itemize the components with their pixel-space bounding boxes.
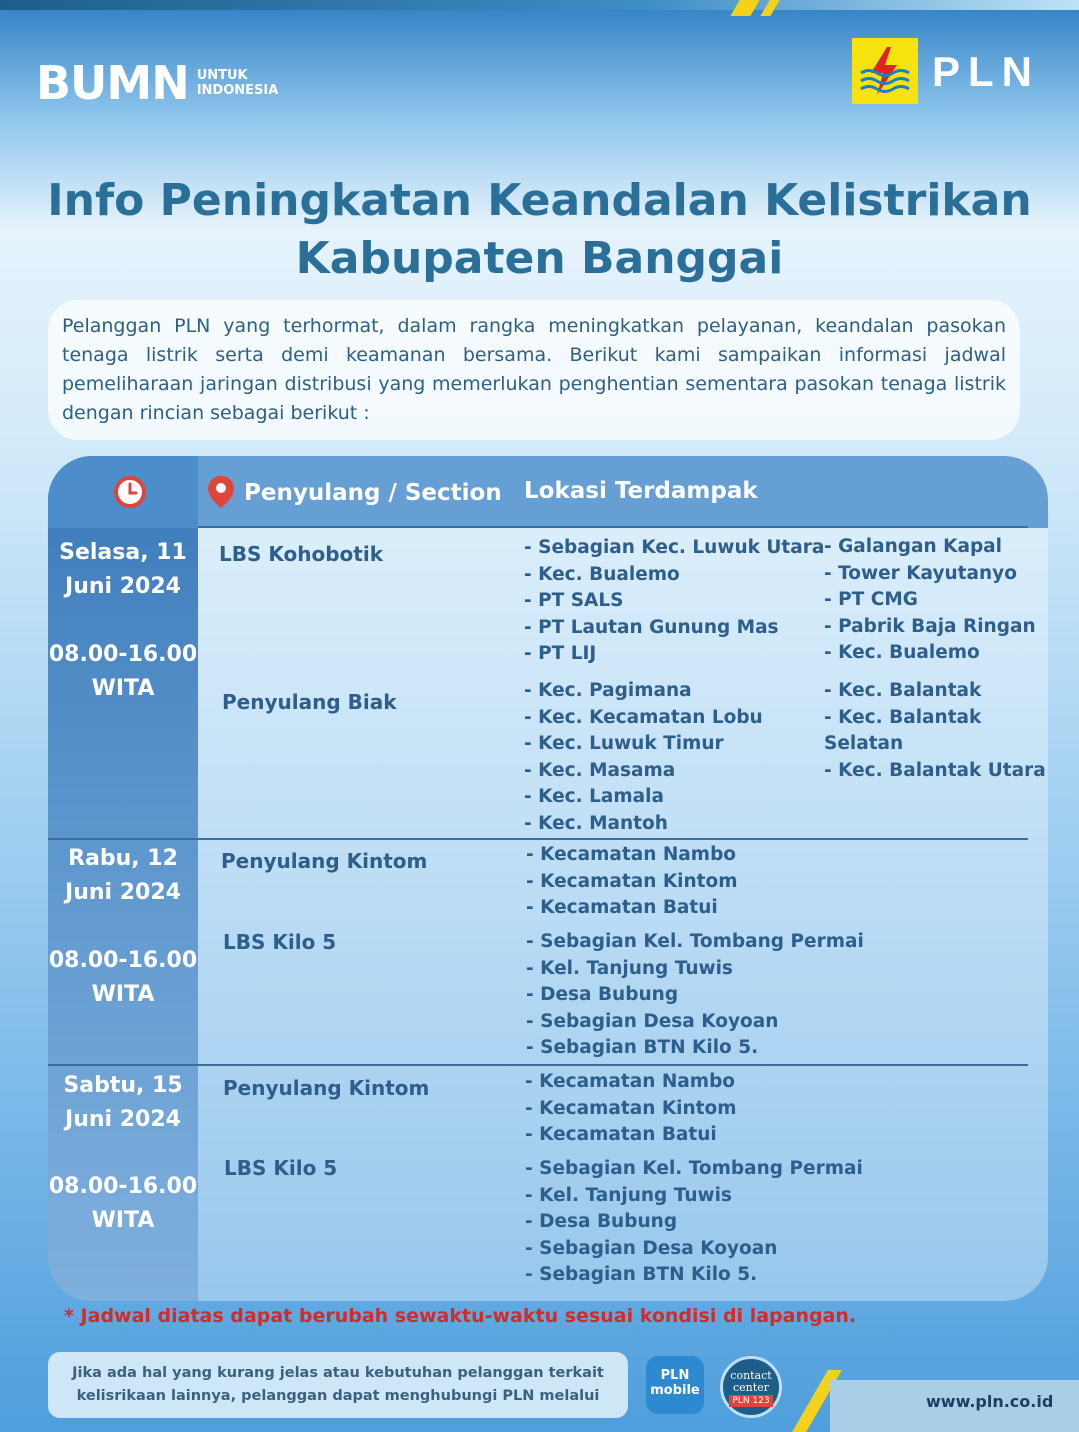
bumn-sub-line2: INDONESIA [196, 83, 279, 98]
list-item: - Kec. Balantak [824, 680, 982, 701]
day1-time-line1: 08.00-16.00 [48, 642, 198, 667]
day3-time-line2: WITA [91, 1208, 155, 1233]
list-item: - Sebagian Kec. Luwuk Utara [524, 537, 825, 558]
list-item: - Sebagian Kel. Tombang Permai [526, 931, 864, 952]
bumn-logo-word: BUMN [36, 56, 189, 110]
day1-group1-locations-a [524, 535, 824, 668]
list-item: - Sebagian Kel. Tombang Permai [525, 1158, 863, 1179]
list-item: - Desa Bubung [526, 984, 679, 1005]
list-item: - Kec. Masama [524, 759, 676, 781]
list-item: - Pabrik Baja Ringan [824, 615, 1036, 637]
list-item: - PT Lautan Gunung Mas [524, 616, 779, 638]
list-item: - Sebagian BTN Kilo 5. [526, 1037, 759, 1058]
row-divider-2 [48, 1064, 1028, 1066]
day3-date [48, 1069, 198, 1137]
cc-line2: center [733, 1381, 769, 1394]
page-title [0, 172, 1079, 288]
list-item: - Kecamatan Nambo [526, 844, 737, 865]
pln-logo-text: PLN [932, 48, 1040, 95]
list-item: - Kec. Balantak Selatan [824, 706, 982, 754]
list-item: - PT LIJ [524, 643, 597, 664]
day2-time-line1: 08.00-16.00 [48, 948, 198, 973]
day1-time-line2: WITA [91, 676, 155, 701]
list-item: - Kec. Lamala [524, 786, 664, 807]
list-item: - Sebagian BTN Kilo 5. [525, 1264, 758, 1285]
header-divider [198, 526, 1028, 528]
day1-section-1: LBS Kohobotik [219, 542, 383, 566]
bumn-sub-line1: UNTUK [196, 68, 248, 83]
list-item: - Kec. Kecamatan Lobu [524, 706, 763, 728]
list-item: - Kec. Bualemo [524, 563, 680, 585]
day1-group2-locations-a [524, 678, 763, 837]
list-item: - Kec. Bualemo [824, 642, 980, 663]
pln-mobile-app-icon[interactable] [646, 1356, 704, 1414]
day1-group2-locations-b [824, 678, 1048, 784]
list-item: - Kecamatan Kintom [525, 1097, 737, 1119]
day3-section-1: Penyulang Kintom [223, 1076, 430, 1100]
contact-info-line2: kelisrikaan lainnya, pelanggan dapat menghubungi PLN melalui [76, 1388, 600, 1404]
page-title-line2: Kabupaten Banggai [295, 233, 784, 284]
cc-line1: contact [730, 1369, 772, 1382]
list-item: - Kecamatan Batui [526, 897, 718, 918]
list-item: - Sebagian Desa Koyoan [526, 1010, 779, 1032]
intro-box [48, 300, 1020, 440]
day2-date-line2: Juni 2024 [65, 880, 181, 905]
schedule-note: * Jadwal diatas dapat berubah sewaktu-waktu sesuai kondisi di lapangan. [64, 1305, 857, 1327]
list-item: - Kec. Mantoh [524, 812, 668, 834]
location-pin-icon [206, 474, 236, 514]
list-item: - Kecamatan Nambo [525, 1071, 736, 1092]
list-item: - Kel. Tanjung Tuwis [526, 957, 733, 979]
schedule-table [48, 456, 1048, 1301]
row-divider-1 [48, 838, 1028, 840]
list-item: - PT SALS [524, 590, 624, 611]
day2-date-line1: Rabu, 12 [68, 846, 178, 871]
list-item: - Kecamatan Kintom [526, 870, 738, 892]
header-section-label: Penyulang / Section [244, 480, 502, 506]
list-item: - Tower Kayutanyo [824, 562, 1017, 584]
page-title-line1: Info Peningkatan Keandalan Kelistrikan [47, 175, 1032, 226]
list-item: - Galangan Kapal [824, 536, 1003, 557]
day3-section-2: LBS Kilo 5 [224, 1156, 338, 1180]
pln-logo-icon [852, 38, 918, 104]
contact-center-icon[interactable] [720, 1356, 782, 1418]
day1-date-line2: Juni 2024 [65, 574, 181, 599]
clock-icon [113, 475, 147, 513]
day1-date-line1: Selasa, 11 [59, 540, 187, 565]
list-item: - Kec. Luwuk Timur [524, 733, 724, 754]
contact-info-line1: Jika ada hal yang kurang jelas atau kebutuhan pelanggan terkait [72, 1365, 604, 1381]
pln-mobile-line1: PLN [660, 1368, 690, 1383]
list-item: - Kel. Tanjung Tuwis [525, 1184, 732, 1206]
day3-time-line1: 08.00-16.00 [48, 1174, 198, 1199]
day3-date-line1: Sabtu, 15 [63, 1073, 183, 1098]
day1-time [48, 638, 198, 706]
bumn-logo-sub [197, 68, 279, 98]
list-item: - Desa Bubung [525, 1211, 678, 1232]
day2-date [48, 842, 198, 910]
day2-time-line2: WITA [91, 982, 155, 1007]
day2-section-1: Penyulang Kintom [221, 849, 428, 873]
list-item: - Sebagian Desa Koyoan [525, 1237, 778, 1259]
intro-text: Pelanggan PLN yang terhormat, dalam rangka meningkatkan pelayanan, keandalan pasokan tenaga listrik serta demi keamanan bersama. Berikut kami sampaikan informasi jadwal pemeliharaan jaringan distribusi yang memerlukan penghentian sementara pasokan tenaga listrik dengan rincian sebagai berikut : [62, 315, 1006, 424]
cc-line3: PLN 123 [729, 1395, 773, 1407]
day3-time [48, 1170, 198, 1238]
list-item: - Kec. Pagimana [524, 680, 692, 701]
day3-group1-locations [525, 1069, 737, 1149]
day1-section-2: Penyulang Biak [222, 690, 397, 714]
list-item: - Kecamatan Batui [525, 1124, 717, 1145]
header-location-label: Lokasi Terdampak [524, 478, 758, 504]
day1-group1-locations-b [824, 534, 1036, 667]
day2-group1-locations [526, 842, 738, 922]
contact-info-box [48, 1352, 628, 1418]
day3-group2-locations [525, 1156, 863, 1289]
day3-date-line2: Juni 2024 [65, 1107, 181, 1132]
day1-date [48, 536, 198, 604]
top-decor-stripe [0, 0, 1079, 10]
day2-section-2: LBS Kilo 5 [223, 930, 337, 954]
list-item: - Kec. Balantak Utara [824, 759, 1046, 781]
pln-mobile-line2: mobile [650, 1383, 700, 1398]
bumn-logo [36, 56, 278, 110]
website-link[interactable]: www.pln.co.id [926, 1392, 1054, 1411]
list-item: - PT CMG [824, 589, 918, 610]
day2-time [48, 944, 198, 1012]
day2-group2-locations [526, 929, 864, 1062]
